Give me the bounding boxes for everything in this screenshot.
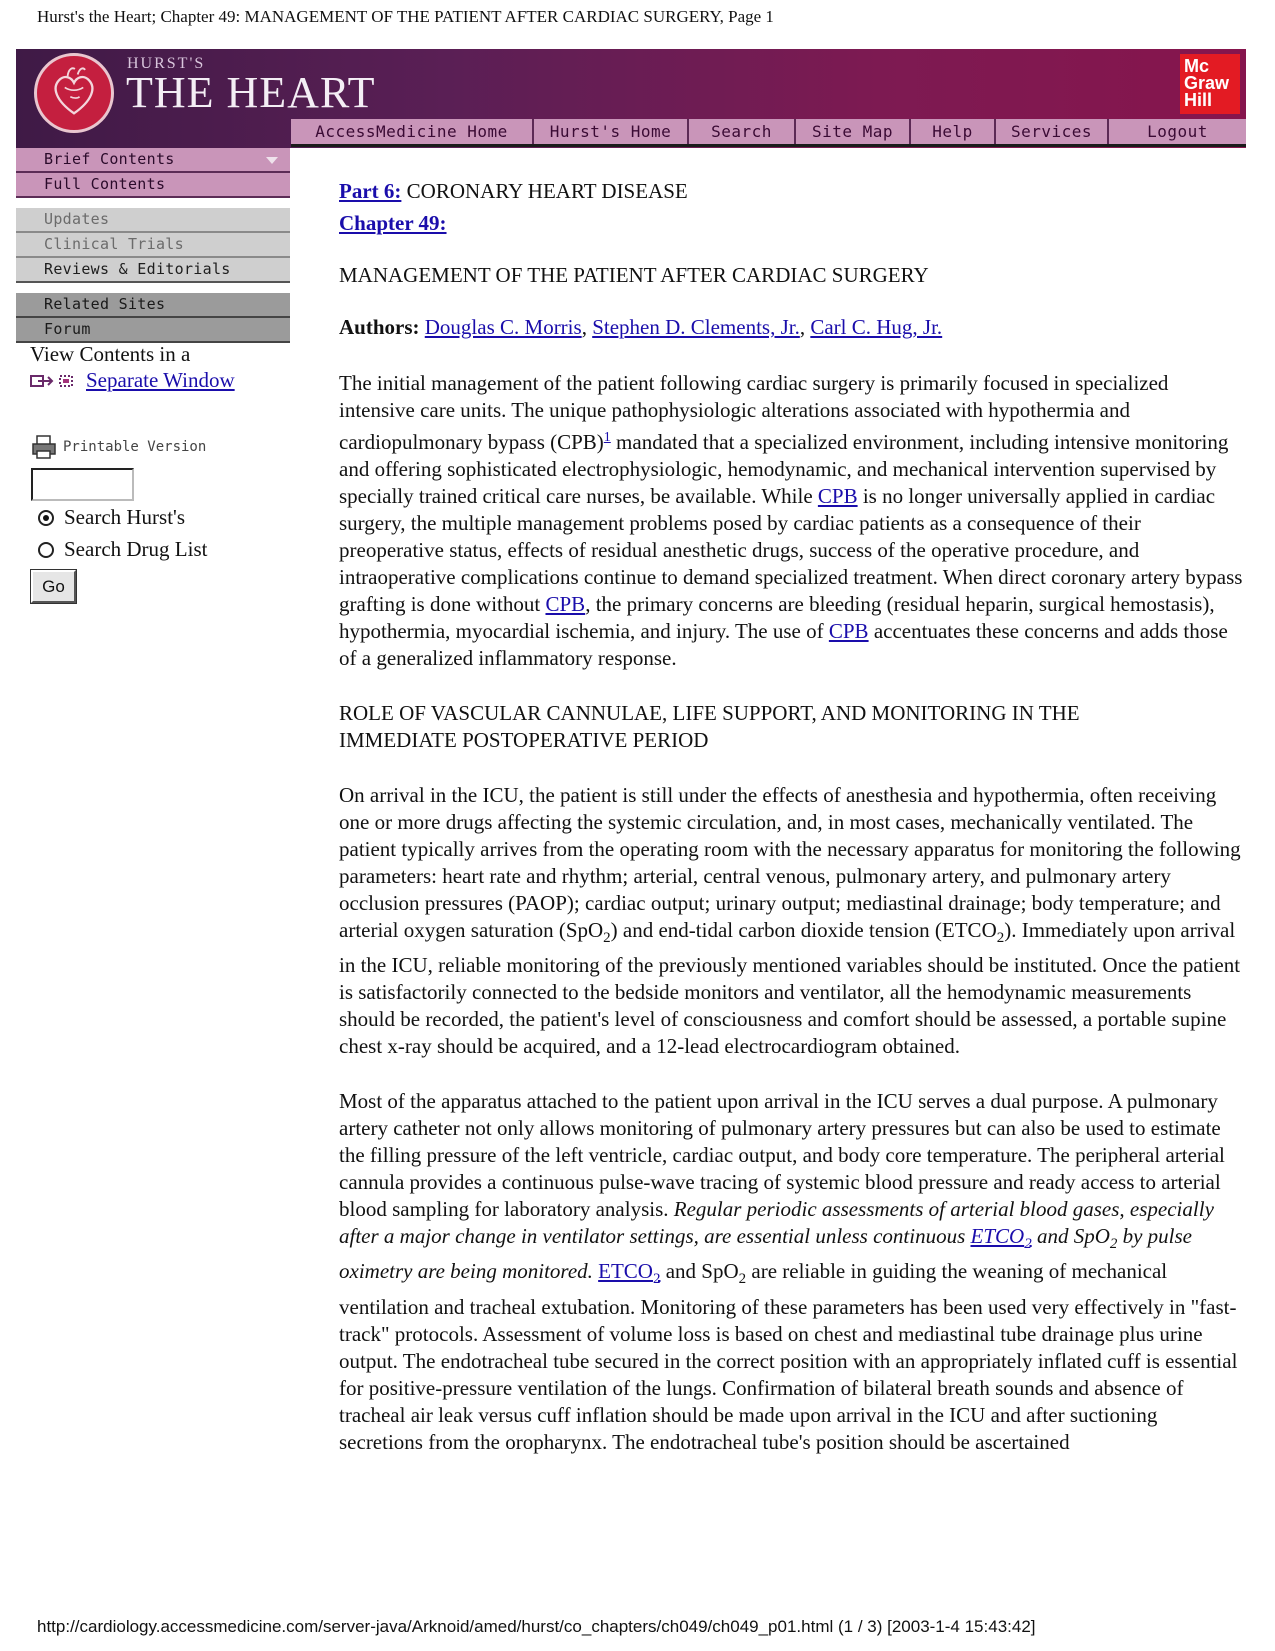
arrival-paragraph: On arrival in the ICU, the patient is still under the effects of anesthesia and hypothermia, often receiving one or more drugs affecting the systemic circulation, and, in most cases, mechanically ventilated. The patient typically arrives from the operating room with the necessary apparatus for monitoring the following parameters: heart rate and rhythm; arterial, central venous, pulmonary artery, and pulmonary artery occlusion pressures (PAOP); cardiac output; urinary output; mediastinal drainage; body temperature; and arterial oxygen saturation (SpO$_2$) and end-tidal carbon dioxide tension $(ETCO_2)$. Immediately upon arrival in the ICU, reliable monitoring of the previously mentioned variables should be instituted. Once the patient is satisfactorily connected to the bedside monitors and ventilator, all the hemodynamic measurements should be recorded, the patient's level of consciousness and comfort should be assessed, a portable supine chest x-ray should be acquired, and a 12-lead electrocardiogram obtained. xyxy=(339,783,1241,1059)
site-banner xyxy=(16,49,1246,148)
full-contents-button[interactable]: Full Contents xyxy=(16,173,290,198)
print-footer: http://cardiology.accessmedicine.com/server-java/Arknoid/amed/hurst/co_chapters/ch049/ch049_p01.html (1 / 3) [2003-1-4 15:43:42] xyxy=(37,1617,1036,1636)
view-contents-label: View Contents in a xyxy=(30,342,191,366)
radio-search-drug-list[interactable] xyxy=(38,537,207,562)
cpb-link[interactable]: CPB xyxy=(817,484,858,508)
top-navigation xyxy=(291,119,1246,147)
cpb-link[interactable]: CPB xyxy=(545,592,586,616)
part-link[interactable]: Part 6: xyxy=(339,179,402,203)
radio-search-hursts-label: Search Hurst's xyxy=(64,505,186,529)
chapter-content xyxy=(339,178,1244,1456)
print-header: Hurst's the Heart; Chapter 49: MANAGEMENT OF THE PATIENT AFTER CARDIAC SURGERY, Page 1 xyxy=(37,7,774,26)
updates-button[interactable]: Updates xyxy=(16,208,290,233)
nav-hursts-home[interactable]: Hurst's Home xyxy=(534,119,689,144)
author-link[interactable]: Stephen D. Clements, Jr. xyxy=(592,315,800,339)
search-input[interactable] xyxy=(31,468,134,501)
intro-paragraph: The initial management of the patient following cardiac surgery is primarily focused in specialized intensive care units. The unique pathophysiologic alterations associated with hypothermia and cardiopulmonary bypass (CPB)$^1$ mandated that a specialized environment, including intensive monitoring and offering sophisticated electrophysiologic, hemodynamic, and mechanical intervention supervised by specially trained critical care nurses, be available. While CPB is no longer universally applied in cardiac surgery, the multiple management problems posed by cardiac patients as a consequence of their preoperative status, effects of residual anesthetic drugs, success of the operative procedure, and intraoperative complications continue to demand specialized treatment. When direct coronary artery bypass grafting is done without CPB, the primary concerns are bleeding (residual heparin, surgical hemostasis), hypothermia, myocardial ischemia, and injury. The use of CPB accentuates these concerns and adds those of a generalized inflammatory response. xyxy=(339,371,1243,670)
etco2-link[interactable]: $ETCO_2$ xyxy=(598,1259,661,1288)
brand-title[interactable]: THE HEART xyxy=(126,68,376,117)
nav-logout[interactable]: Logout xyxy=(1147,122,1208,141)
heart-logo-icon[interactable] xyxy=(34,53,114,133)
printable-version-label: Printable Version xyxy=(63,439,207,455)
apparatus-paragraph: Most of the apparatus attached to the patient upon arrival in the ICU serves a dual purpose. A pulmonary artery catheter not only allows monitoring of pulmonary artery pressures but can also be used to estimate the filling pressure of the left ventricle, cardiac output, and body core temperature. The peripheral arterial cannula provides a continuous pulse-wave tracing of systemic blood pressure and ready access to arterial blood sampling for laboratory analysis. Regular periodic assessments of arterial blood gases, especially after a major change in ventilator settings, are essential unless continuous $ETCO_2$ and SpO$_2$ by pulse oximetry are being monitored. $ETCO_2$ and SpO$_2$ are reliable in guiding the weaning of mechanical ventilation and tracheal extubation. Monitoring of these parameters has been used very effectively in "fast-track" protocols. Assessment of volume loss is based on chest and mediastinal tube drainage plus urine output. The endotracheal tube secured in the correct position with an appropriately inflated cuff is essential for positive-pressure ventilation of the lungs. Confirmation of bilateral breath sounds and absence of tracheal air leak versus cuff inflation should be made upon arrival in the ICU and after suctioning secretions from the oropharynx. The endotracheal tube's position should be ascertained xyxy=(339,1089,1238,1454)
part-title: CORONARY HEART DISEASE xyxy=(401,179,688,203)
nav-services[interactable]: Services xyxy=(996,119,1109,144)
brand-small: HURST'S xyxy=(127,55,206,72)
brief-contents-button[interactable] xyxy=(16,148,290,173)
etco2-link[interactable]: $ETCO_2$ xyxy=(970,1224,1032,1253)
nav-site-map[interactable]: Site Map xyxy=(796,119,911,144)
nav-accessmedicine-home[interactable]: AccessMedicine Home xyxy=(291,119,534,144)
author-link[interactable]: Carl C. Hug, Jr. xyxy=(810,315,943,339)
printer-icon xyxy=(31,434,57,460)
mcgraw-hill-logo[interactable]: Mc Graw Hill xyxy=(1180,54,1240,114)
nav-search[interactable]: Search xyxy=(689,119,796,144)
separate-window-icon xyxy=(30,373,80,389)
footnote-link[interactable]: 1 xyxy=(603,430,611,445)
radio-search-hursts[interactable] xyxy=(38,505,185,530)
radio-unselected-icon[interactable] xyxy=(38,542,54,558)
nav-help[interactable]: Help xyxy=(911,119,996,144)
cpb-link[interactable]: CPB xyxy=(828,619,869,643)
brief-contents-label: Brief Contents xyxy=(44,150,175,168)
dropdown-arrow-icon xyxy=(266,157,278,164)
author-link[interactable]: Douglas C. Morris xyxy=(424,315,582,339)
clinical-trials-button[interactable]: Clinical Trials xyxy=(16,233,290,258)
printable-version-link[interactable] xyxy=(31,434,206,460)
radio-selected-icon[interactable] xyxy=(38,510,54,526)
separate-window-link[interactable]: Separate Window xyxy=(86,368,235,392)
authors-line: Authors: Douglas C. Morris, Stephen D. Clements, Jr., Carl C. Hug, Jr. xyxy=(339,315,943,339)
go-button[interactable]: Go xyxy=(31,570,76,603)
chapter-link[interactable]: Chapter 49: xyxy=(339,211,447,235)
section-heading: ROLE OF VASCULAR CANNULAE, LIFE SUPPORT, AND MONITORING IN THE IMMEDIATE POSTOPERATIVE PERIOD xyxy=(339,701,1080,752)
reviews-editorials-button[interactable]: Reviews & Editorials xyxy=(16,258,290,283)
left-sidebar xyxy=(16,148,290,343)
radio-search-drug-label: Search Drug List xyxy=(64,537,208,561)
related-sites-button[interactable]: Related Sites xyxy=(16,293,290,318)
authors-label: Authors: xyxy=(339,315,420,339)
chapter-title: MANAGEMENT OF THE PATIENT AFTER CARDIAC SURGERY xyxy=(339,263,929,287)
forum-button[interactable]: Forum xyxy=(16,318,290,343)
